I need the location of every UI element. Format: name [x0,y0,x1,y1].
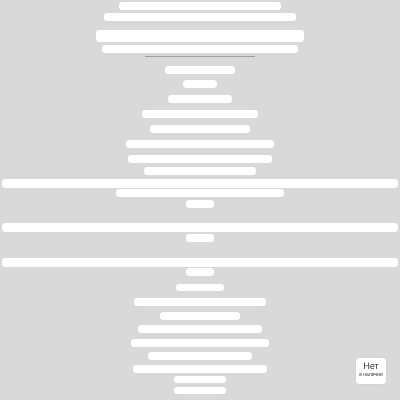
out-of-stock-badge [356,358,386,384]
text-line [2,223,398,232]
text-line [176,284,224,291]
text-line [138,325,262,333]
text-line [134,298,266,306]
text-line [2,258,398,267]
text-line [119,2,281,10]
text-line [2,179,398,188]
badge-line-2: в наличии [359,372,383,378]
text-line [168,95,232,103]
text-line [96,30,304,42]
text-line [142,110,258,118]
text-line [150,125,250,133]
text-line [174,376,226,383]
text-line [186,234,214,242]
text-line [133,365,267,373]
text-line [102,45,298,53]
text-line [126,140,274,148]
text-line [131,339,269,347]
text-line [144,167,256,175]
text-line [174,387,226,394]
text-line [148,352,252,360]
badge-line-1: Нет [363,361,379,371]
text-line [186,268,214,276]
text-line [186,200,214,208]
text-line [165,66,235,74]
text-line [104,13,296,21]
text-line [116,189,284,197]
text-line [183,80,217,88]
text-line [128,155,272,163]
divider [145,56,255,57]
text-line [160,312,240,320]
